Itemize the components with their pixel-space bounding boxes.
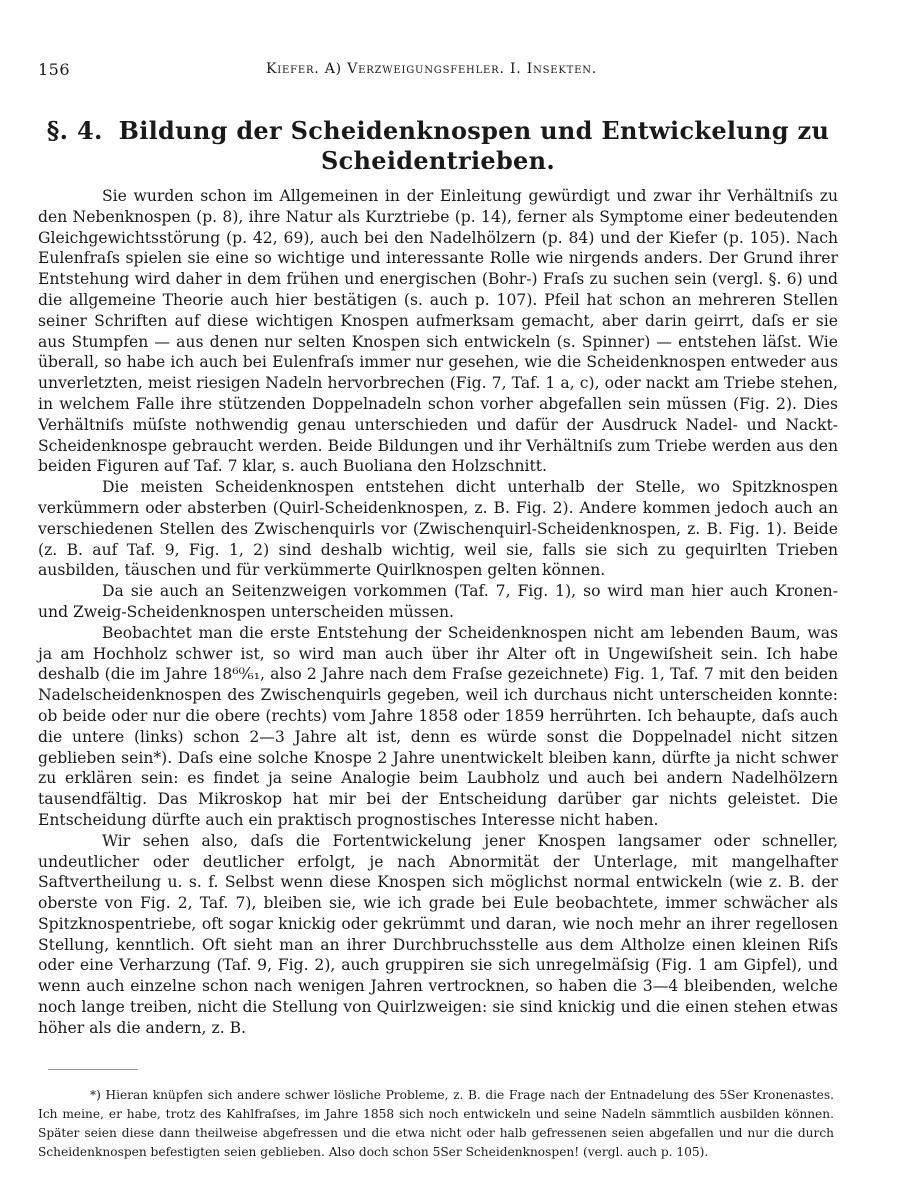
body-text — [38, 186, 838, 1039]
running-head — [38, 52, 838, 80]
book-page — [38, 52, 838, 1162]
section-heading — [38, 116, 838, 176]
footnote-divider — [48, 1069, 138, 1070]
paragraph: Da sie auch an Seitenzweigen vorkommen (Taf. 7, Fig. 1), so wird man hier auch Kronen- und Zweig-Scheidenknospen unterscheiden müssen. — [38, 582, 838, 621]
paragraph: Sie wurden schon im Allgemeinen in der Einleitung gewürdigt und zwar ihr Verhältniſs zu den Nebenknospen (p. 8), ihre Natur als Kurztriebe (p. 14), ferner als Symptome einer bedeutenden Gleichgewichtsstörung (p. 42, 69), auch bei den Nadelhölzern (p. 84) und der Kiefer (p. 105). Nach Eulenfraſs spielen sie eine so wichtige und interessante Rolle wie nirgends anders. Der Grund ihrer Entstehung wird daher in dem frühen und energischen (Bohr-) Fraſs zu suchen sein (vergl. §. 6) und die allgemeine Theorie auch hier bestätigen (s. auch p. 107). Pfeil hat schon an mehreren Stellen seiner Schriften auf diese wichtigen Knospen aufmerksam gemacht, aber darin geirrt, daſs er sie aus Stumpfen — aus denen nur selten Knospen sich entwickeln (s. Spinner) — entstehen läſst. Wie überall, so habe ich auch bei Eulenfraſs immer nur gesehen, wie die Scheidenknospen entweder aus unverletzten, meist riesigen Nadeln hervorbrechen (Fig. 7, Taf. 1 a, c), oder nackt am Triebe stehen, in welchem Falle ihre stützenden Doppelnadeln schon vorher abgefallen sein müssen (Fig. 2). Dies Verhältniſs müſste nothwendig genau unterschieden und dafür der Ausdruck Nadel- und Nackt-Scheidenknospe gebraucht werden. Beide Bildungen und ihr Verhältniſs zum Triebe werden aus den beiden Figuren auf Taf. 7 klar, s. auch Buoliana den Holzschnitt. — [38, 187, 838, 476]
paragraph: Die meisten Scheidenknospen entstehen dicht unterhalb der Stelle, wo Spitzknospen verkümmern oder absterben (Quirl-Scheidenknospen, z. B. Fig. 2). Andere kommen jedoch auch an verschiedenen Stellen des Zwischenquirls vor (Zwischenquirl-Scheidenknospen, z. B. Fig. 1). Beide (z. B. auf Taf. 9, Fig. 1, 2) sind deshalb wichtig, weil sie, falls sie sich zu gequirlten Trieben ausbilden, täuschen und für verkümmerte Quirlknospen gelten können. — [38, 478, 838, 580]
footnote-mark: *) — [90, 1087, 101, 1102]
section-number: §. 4. — [46, 116, 103, 145]
running-head-text: Kiefer. A) Verzweigungsfehler. I. Insekten. — [266, 61, 598, 77]
paragraph: Beobachtet man die erste Entstehung der Scheidenknospen nicht am lebenden Baum, was ja am Hochholz schwer ist, so wird man auch über ihr Alter oft in Ungewiſsheit sein. Ich habe deshalb (die im Jahre 18⁶⁰⁄₆₁, also 2 Jahre nach dem Fraſse gezeichnete) Fig. 1, Taf. 7 mit den beiden Nadelscheidenknospen des Zwischenquirls gegeben, weil ich durchaus nicht unterscheiden konnte: ob beide oder nur die obere (rechts) vom Jahre 1858 oder 1859 herrührten. Ich behaupte, daſs auch die untere (links) schon 2—3 Jahre alt ist, denn es würde sonst die Doppelnadel nicht sitzen geblieben sein*). Daſs eine solche Knospe 2 Jahre unentwickelt bleiben kann, dürfte ja nicht schwer zu erklären sein: es findet ja seine Analogie beim Laubholz und auch bei andern Nadelhölzern tausendfältig. Das Mikroskop hat mir bei der Entscheidung darüber gar nichts geleistet. Die Entscheidung dürfte auch ein praktisch prognostisches Interesse nicht haben. — [38, 623, 838, 829]
footnote — [38, 1086, 838, 1162]
paragraph: Wir sehen also, daſs die Fortentwickelung jener Knospen langsamer oder schneller, undeutlicher oder deutlicher erfolgt, je nach Abnormität der Unterlage, mit mangelhafter Saftvertheilung u. s. f. Selbst wenn diese Knospen sich möglichst normal entwickeln (wie z. B. der oberste von Fig. 2, Taf. 7), bleiben sie, wie ich grade bei Eule beobachtete, immer schwächer als Spitzknospentriebe, oft sogar knickig oder gekrümmt und daran, wie noch mehr an ihrer regellosen Stellung, kenntlich. Oft sieht man an ihrer Durchbruchsstelle aus dem Altholze einen kleinen Riſs oder eine Verharzung (Taf. 9, Fig. 2), auch gruppiren sie sich unregelmäſsig (Fig. 1 am Gipfel), und wenn auch einzelne schon nach wenigen Jahren vertrocknen, so haben die 3—4 bleibenden, welche noch lange treiben, nicht die Stellung von Quirlzweigen: sie sind knickig und die einen stehen etwas höher als die andern, z. B. — [38, 831, 838, 1037]
section-title: Bildung der Scheidenknospen und Entwickelung zu Scheidentrieben. — [118, 116, 830, 175]
page-number: 156 — [38, 60, 71, 79]
footnote-text: Hieran knüpfen sich andere schwer lösliche Probleme, z. B. die Frage nach der Entnadelung des 5Ser Kronenastes. Ich meine, er habe, trotz des Kahlfraſses, im Jahre 1858 sich noch entwickeln und seine Nadeln sämmtlich ausbilden können. Später seien diese dann theilweise abgefressen und die etwa nicht oder halb gefressenen seien abgefallen und nur die durch Scheidenknospen befestigten seien geblieben. Also doch schon 5Ser Scheidenknospen! (vergl. auch p. 105). — [38, 1087, 834, 1159]
